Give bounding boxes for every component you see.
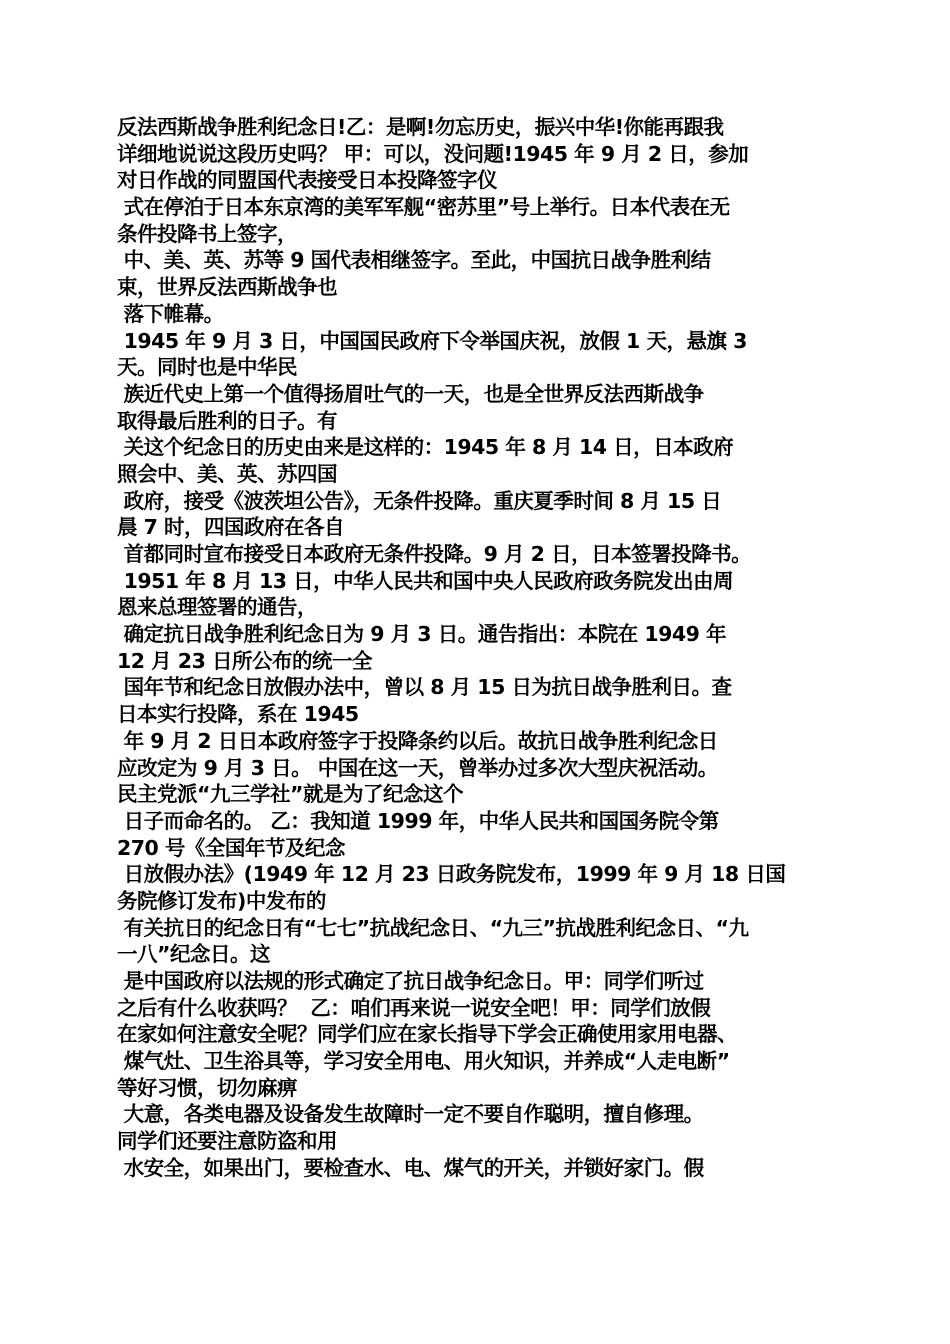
text-line: 恩来总理签署的通告， [117,595,317,620]
text-line: 应改定为 9 月 3 日。 中国在这一天，曾举办过多次大型庆祝活动。 [117,755,718,780]
text-line: 之后有什么收获吗？ 乙：咱们再来说一说安全吧！甲：同学们放假 [117,995,711,1020]
text-line: 1951 年 8 月 13 日，中华人民共和国中央人民政府政务院发出由周 [117,568,734,593]
text-line: 等好习惯，切勿麻痹 [117,1075,297,1100]
text-line: 政府，接受《波茨坦公告》，无条件投降。重庆夏季时间 8 月 15 日 [117,488,722,513]
text-line: 有关抗日的纪念日有“七七”抗战纪念日、“九三”抗战胜利纪念日、“九 [117,915,749,940]
text-line: 天。同时也是中华民 [117,355,297,380]
text-line: 民主党派“九三学社”就是为了纪念这个 [117,782,463,807]
text-line: 日子而命名的。 乙：我知道 1999 年，中华人民共和国国务院令第 [117,808,719,833]
text-line: 大意，各类电器及设备发生故障时一定不要自作聪明，擅自修理。 [117,1102,704,1127]
text-line: 年 9 月 2 日日本政府签字于投降条约以后。故抗日战争胜利纪念日 [117,728,718,753]
text-line: 详细地说说这段历史吗？ 甲：可以，没问题!1945 年 9 月 2 日，参加 [117,141,749,166]
text-line: 晨 7 时，四国政府在各自 [117,515,345,540]
text-line: 日本实行投降，系在 1945 [117,702,359,727]
text-line: 水安全，如果出门，要检查水、电、煤气的开关，并锁好家门。假 [117,1155,704,1180]
text-line: 同学们还要注意防盗和用 [117,1129,337,1154]
text-line: 族近代史上第一个值得扬眉吐气的一天，也是全世界反法西斯战争 [117,381,704,406]
text-line: 落下帷幕。 [117,301,224,326]
text-line: 煤气灶、卫生浴具等，学习安全用电、用火知识，并养成“人走电断” [117,1049,730,1074]
text-line: 式在停泊于日本东京湾的美军军舰“密苏里”号上举行。日本代表在无 [117,195,730,220]
text-line: 270 号《全国年节及纪念 [117,835,345,860]
text-line: 束，世界反法西斯战争也 [117,275,337,300]
text-line: 12 月 23 日所公布的统一全 [117,648,372,673]
text-line: 在家如何注意安全呢？同学们应在家长指导下学会正确使用家用电器、 [117,1022,737,1047]
text-line: 确定抗日战争胜利纪念日为 9 月 3 日。通告指出：本院在 1949 年 [117,622,727,647]
text-line: 务院修订发布)中发布的 [117,888,326,913]
text-line: 照会中、美、英、苏四国 [117,461,337,486]
text-line: 国年节和纪念日放假办法中，曾以 8 月 15 日为抗日战争胜利日。查 [117,675,732,700]
text-line: 首都同时宣布接受日本政府无条件投降。9 月 2 日，日本签署投降书。 [117,542,752,566]
text-line: 日放假办法》(1949 年 12 月 23 日政务院发布，1999 年 9 月 18 日国 [117,862,786,887]
text-line: 取得最后胜利的日子。有 [117,408,337,433]
text-line: 一八”纪念日。这 [117,942,270,967]
text-line: 条件投降书上签字， [117,221,297,246]
text-line: 1945 年 9 月 3 日，中国国民政府下令举国庆祝，放假 1 天，悬旗 3 [117,328,747,353]
text-line: 是中国政府以法规的形式确定了抗日战争纪念日。甲：同学们听过 [117,969,704,993]
text-line: 关这个纪念日的历史由来是这样的：1945 年 8 月 14 日，日本政府 [117,435,734,460]
text-line: 反法西斯战争胜利纪念日!乙：是啊!勿忘历史，振兴中华!你能再跟我 [117,115,724,139]
text-line: 对日作战的同盟国代表接受日本投降签字仪 [117,168,497,193]
document-body [117,114,847,1182]
text-line: 中、美、英、苏等 9 国代表相继签字。至此，中国抗日战争胜利结 [117,248,711,273]
